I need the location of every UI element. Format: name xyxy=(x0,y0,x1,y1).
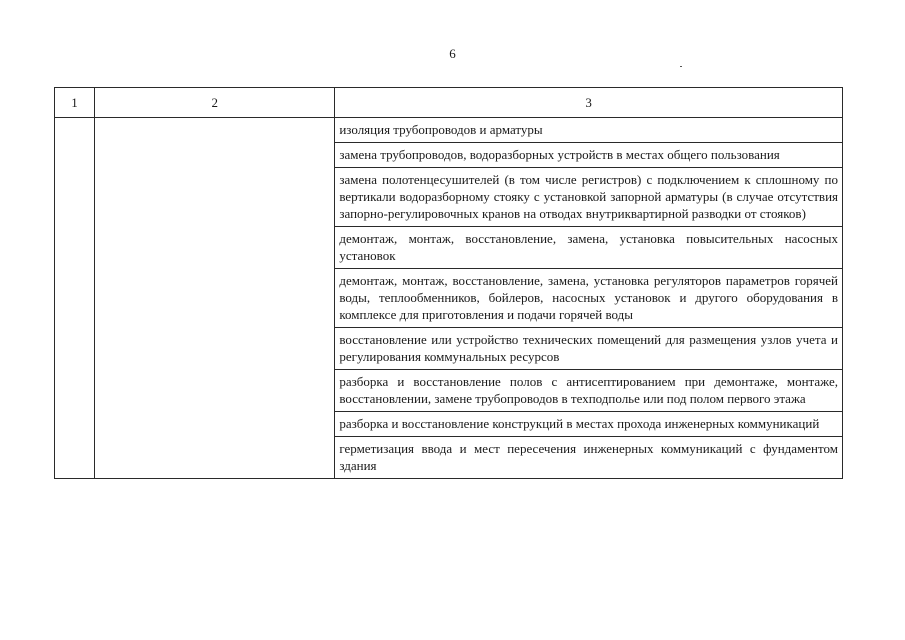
work-item-text: восстановление или устройство технических помещений для размещения узлов учета и регулирования коммунальных ресурсов xyxy=(339,332,838,364)
works-table xyxy=(54,87,843,479)
column-header-1: 1 xyxy=(55,88,95,118)
work-item-cell xyxy=(335,118,843,143)
work-item-cell xyxy=(335,328,843,370)
work-item-cell xyxy=(335,412,843,437)
column-1-cell xyxy=(55,118,95,479)
column-header-2: 2 xyxy=(95,88,335,118)
scan-speck xyxy=(680,66,682,67)
work-item-text: замена трубопроводов, водоразборных устройств в местах общего пользования xyxy=(339,147,780,162)
work-item-cell xyxy=(335,168,843,227)
work-item-text: изоляция трубопроводов и арматуры xyxy=(339,122,543,137)
work-item-cell xyxy=(335,269,843,328)
work-item-text: демонтаж, монтаж, восстановление, замена, установка регуляторов параметров горячей воды, теплообменников, бойлеров, насосных установок и другого оборудования в комплексе для приготовления и подачи горячей воды xyxy=(339,273,838,322)
column-2-cell xyxy=(95,118,335,479)
work-item-cell xyxy=(335,370,843,412)
work-item-cell xyxy=(335,227,843,269)
work-item-text: герметизация ввода и мест пересечения инженерных коммуникаций с фундаментом здания xyxy=(339,441,838,473)
work-item-text: разборка и восстановление конструкций в местах прохода инженерных коммуникаций xyxy=(339,416,820,431)
table-header-row xyxy=(55,88,843,118)
column-header-3: 3 xyxy=(335,88,843,118)
work-item-text: демонтаж, монтаж, восстановление, замена, установка повысительных насосных установок xyxy=(339,231,838,263)
work-item-cell xyxy=(335,143,843,168)
work-item-text: разборка и восстановление полов с антисептированием при демонтаже, монтаже, восстановлении, замене трубопроводов в техподполье или под полом первого этажа xyxy=(339,374,838,406)
work-item-cell xyxy=(335,437,843,479)
work-item-text: замена полотенцесушителей (в том числе регистров) с подключением к сплошному по вертикали водоразборному стояку с установкой запорной арматуры (в случае отсутствия запорно-регулировочных кранов на отводах внутриквартирной разводки от стояков) xyxy=(339,172,838,221)
page-number: 6 xyxy=(449,46,456,61)
table-row xyxy=(55,118,843,143)
